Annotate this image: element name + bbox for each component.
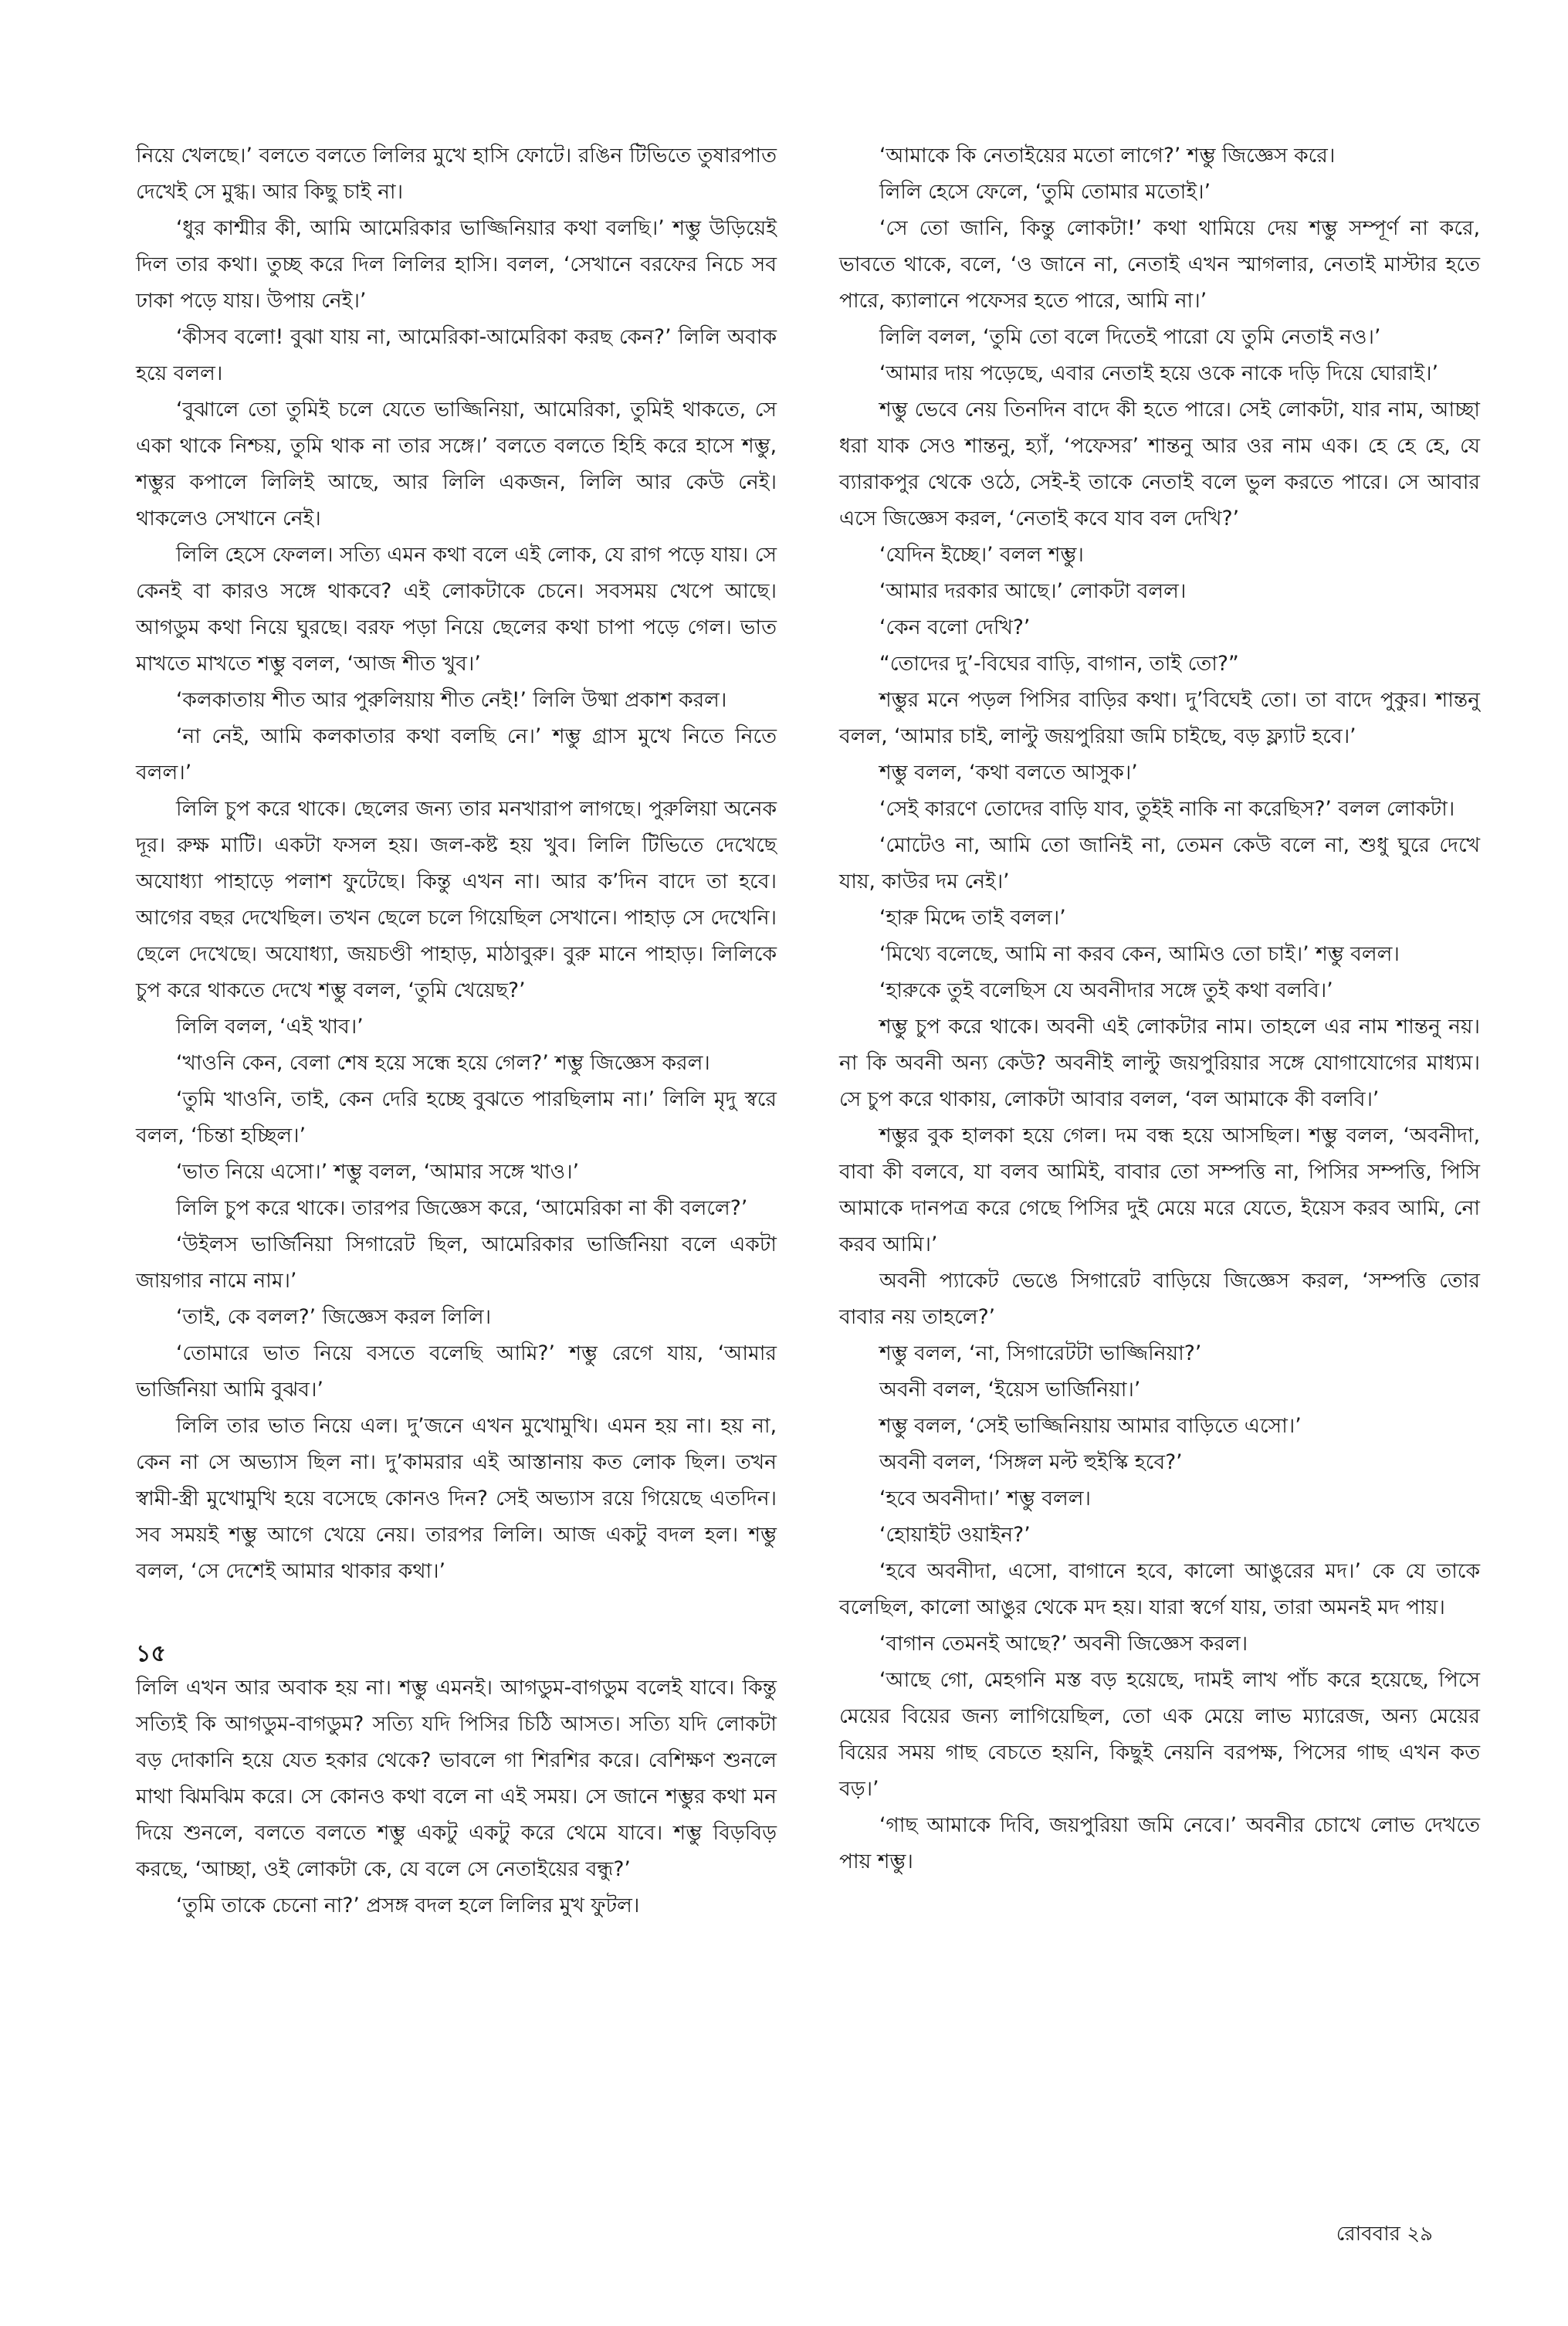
paragraph: লিলি বলল, ‘এই খাব।’ <box>176 1015 364 1039</box>
paragraph: ‘সেই কারণে তোদের বাড়ি যাব, তুইই নাকি না করেছিস?’ বলল লোকটা। <box>879 797 1455 821</box>
paragraph: ‘মোটেও না, আমি তো জানিই না, তেমন কেউ বলে না, শুধু ঘুরে দেখে যায়, কাউর দম নেই।’ <box>839 833 1480 893</box>
paragraph: ‘গাছ আমাকে দিবি, জয়পুরিয়া জমি নেবে।’ অবনীর চোখে লোভ দেখতে পায় শম্ভু। <box>839 1813 1480 1873</box>
paragraph: ‘তুমি তাকে চেনো না?’ প্রসঙ্গ বদল হলে লিলির মুখ ফুটল। <box>176 1894 640 1917</box>
paragraph: ‘ধুর কাশ্মীর কী, আমি আমেরিকার ভাজ্জিনিয়ার কথা বলছি।’ শম্ভু উড়িয়েই দিল তার কথা। তুচ্ছ করে দিল লিলির হাসি। বলল, ‘সেখানে বরফের নিচে সব ঢাকা পড়ে যায়। উপায় নেই।’ <box>136 216 777 313</box>
paragraph: ‘সে তো জানি, কিন্তু লোকটা!’ কথা থামিয়ে দেয় শম্ভু সম্পূর্ণ না করে, ভাবতে থাকে, বলে, ‘ও জানে না, নেতাই এখন স্মাগলার, নেতাই মাস্টার হতে পারে, ক্যালানে পফেসর হতে পারে, আমি না।’ <box>839 216 1480 313</box>
left-column-top-text <box>136 137 777 1589</box>
paragraph: শম্ভুর মনে পড়ল পিসির বাড়ির কথা। দু’বিঘেই তো। তা বাদে পুকুর। শান্তনু বলল, ‘আমার চাই, লাল্টু জয়পুরিয়া জমি চাইছে, বড় ফ্ল্যাট হবে।’ <box>839 688 1480 748</box>
paragraph: ‘কলকাতায় শীত আর পুরুলিয়ায় শীত নেই!’ লিলি উষ্মা প্রকাশ করল। <box>176 688 727 712</box>
paragraph: ‘আমার দরকার আছে।’ লোকটা বলল। <box>879 579 1187 603</box>
paragraph: ‘তোমারে ভাত নিয়ে বসতে বলেছি আমি?’ শম্ভু রেগে যায়, ‘আমার ভার্জিনিয়া আমি বুঝব।’ <box>136 1341 777 1402</box>
paragraph: ‘যেদিন ইচ্ছে।’ বলল শম্ভু। <box>879 543 1084 567</box>
left-column <box>136 137 777 1924</box>
paragraph: ‘কেন বলো দেখি?’ <box>879 615 1031 639</box>
paragraph: শম্ভু চুপ করে থাকে। অবনী এই লোকটার নাম। তাহলে এর নাম শান্তনু নয়। না কি অবনী অন্য কেউ? অবনীই লাল্টু জয়পুরিয়ার সঙ্গে যোগাযোগের মাধ্যম। সে চুপ করে থাকায়, লোকটা আবার বলল, ‘বল আমাকে কী বলবি।’ <box>839 1015 1480 1111</box>
paragraph: ‘আছে গো, মেহগনি মস্ত বড় হয়েছে, দামই লাখ পাঁচ করে হয়েছে, পিসে মেয়ের বিয়ের জন্য লাগিয়েছিল, তো এক মেয়ে লাভ ম্যারেজ, অন্য মেয়ের বিয়ের সময় গাছ বেচতে হয়নি, কিছুই নেয়নি বরপক্ষ, পিসের গাছ এখন কত বড়।’ <box>839 1668 1480 1801</box>
paragraph: ‘না নেই, আমি কলকাতার কথা বলছি নে।’ শম্ভু গ্রাস মুখে নিতে নিতে বলল।’ <box>136 724 777 785</box>
section-number: ১৫ <box>136 1640 166 1667</box>
paragraph: অবনী প্যাকেট ভেঙে সিগারেট বাড়িয়ে জিজ্ঞেস করল, ‘সম্পত্তি তোর বাবার নয় তাহলে?’ <box>839 1269 1480 1329</box>
paragraph: লিলি বলল, ‘তুমি তো বলে দিতেই পারো যে তুমি নেতাই নও।’ <box>879 325 1381 349</box>
paragraph: নিয়ে খেলছে।’ বলতে বলতে লিলির মুখে হাসি ফোটে। রঙিন টিভিতে তুষারপাত দেখেই সে মুগ্ধ। আর কিছু চাই না। <box>136 144 777 204</box>
paragraph: ‘বাগান তেমনই আছে?’ অবনী জিজ্ঞেস করল। <box>879 1632 1248 1656</box>
paragraph: লিলি হেসে ফেলল। সত্যি এমন কথা বলে এই লোক, যে রাগ পড়ে যায়। সে কেনই বা কারও সঙ্গে থাকবে? এই লোকটাকে চেনে। সবসময় খেপে আছে। আগডুম কথা নিয়ে ঘুরছে। বরফ পড়া নিয়ে ছেলের কথা চাপা পড়ে গেল। ভাত মাখতে মাখতে শম্ভু বলল, ‘আজ শীত খুব।’ <box>136 543 777 676</box>
paragraph: ‘হারুকে তুই বলেছিস যে অবনীদার সঙ্গে তুই কথা বলবি।’ <box>879 978 1333 1002</box>
paragraph: “তোদের দু’-বিঘের বাড়ি, বাগান, তাই তো?” <box>879 652 1239 676</box>
paragraph: ‘তুমি খাওনি, তাই, কেন দেরি হচ্ছে বুঝতে পারছিলাম না।’ লিলি মৃদু স্বরে বলল, ‘চিন্তা হচ্ছিল।’ <box>136 1087 777 1148</box>
right-column <box>839 137 1480 1880</box>
paragraph: ‘বুঝালে তো তুমিই চলে যেতে ভাজ্জিনিয়া, আমেরিকা, তুমিই থাকতে, সে একা থাকে নিশ্চয়, তুমি থাক না তার সঙ্গে।’ বলতে বলতে হিহি করে হাসে শম্ভু, শম্ভুর কপালে লিলিই আছে, আর লিলি একজন, লিলি আর কেউ নেই। থাকলেও সেখানে নেই। <box>136 398 777 531</box>
paragraph: শম্ভু ভেবে নেয় তিনদিন বাদে কী হতে পারে। সেই লোকটা, যার নাম, আচ্ছা ধরা যাক সেও শান্তনু, হ্যাঁ, ‘পফেসর’ শান্তনু আর ওর নাম এক। হে হে হে, যে ব্যারাকপুর থেকে ওঠে, সেই-ই তাকে নেতাই বলে ভুল করতে পারে। সে আবার এসে জিজ্ঞেস করল, ‘নেতাই কবে যাব বল দেখি?’ <box>839 398 1480 531</box>
paragraph: ‘হবে অবনীদা, এসো, বাগানে হবে, কালো আঙুরের মদ।’ কে যে তাকে বলেছিল, কালো আঙুর থেকে মদ হয়। যারা স্বর্গে যায়, তারা অমনই মদ পায়। <box>839 1559 1480 1619</box>
paragraph: ‘আমার দায় পড়েছে, এবার নেতাই হয়ে ওকে নাকে দড়ি দিয়ে ঘোরাই।’ <box>879 361 1439 385</box>
paragraph: লিলি চুপ করে থাকে। ছেলের জন্য তার মনখারাপ লাগছে। পুরুলিয়া অনেক দূর। রুক্ষ মাটি। একটা ফসল হয়। জল-কষ্ট হয় খুব। লিলি টিভিতে দেখেছে অযোধ্যা পাহাড়ে পলাশ ফুটেছে। কিন্তু এখন না। আর ক’দিন বাদে তা হবে। আগের বছর দেখেছিল। তখন ছেলে চলে গিয়েছিল সেখানে। পাহাড় সে দেখেনি। ছেলে দেখেছে। অযোধ্যা, জয়চণ্ডী পাহাড়, মাঠাবুরু। বুরু মানে পাহাড়। লিলিকে চুপ করে থাকতে দেখে শম্ভু বলল, ‘তুমি খেয়েছ?’ <box>136 797 777 1002</box>
paragraph: ‘হারু মিদ্দে তাই বলল।’ <box>879 906 1066 930</box>
paragraph: ‘হবে অবনীদা।’ শম্ভু বলল। <box>879 1487 1091 1511</box>
paragraph: অবনী বলল, ‘সিঙ্গল মল্ট হুইস্কি হবে?’ <box>879 1450 1183 1474</box>
section-first-paragraph: লিলি এখন আর অবাক হয় না। শম্ভু এমনই। আগডুম-বাগডুম বলেই যাবে। কিন্তু সত্যিই কি আগডুম-বাগডুম? সত্যি যদি পিসির চিঠি আসত। সত্যি যদি লোকটা বড় দোকানি হয়ে যেত হকার থেকে? ভাবলে গা শিরশির করে। বেশিক্ষণ শুনলে মাথা ঝিমঝিম করে। সে কোনও কথা বলে না এই সময়। সে জানে শম্ভুর কথা মন দিয়ে শুনলে, বলতে বলতে শম্ভু একটু একটু করে থেমে যাবে। শম্ভু বিড়বিড় করছে, ‘আচ্ছা, ওই লোকটা কে, যে বলে সে নেতাইয়ের বন্ধু?’ <box>136 1676 777 1881</box>
section-gap <box>136 1589 777 1639</box>
page-folio: রোববার ২৯ <box>1336 2223 1433 2246</box>
right-column-text <box>839 137 1480 1880</box>
paragraph: শম্ভুর বুক হালকা হয়ে গেল। দম বন্ধ হয়ে আসছিল। শম্ভু বলল, ‘অবনীদা, বাবা কী বলবে, যা বলব আমিই, বাবার তো সম্পত্তি না, পিসির সম্পত্তি, পিসি আমাকে দানপত্র করে গেছে পিসির দুই মেয়ে মরে যেতে, ইয়েস করব আমি, নো করব আমি।’ <box>839 1124 1480 1256</box>
paragraph: শম্ভু বলল, ‘সেই ভাজ্জিনিয়ায় আমার বাড়িতে এসো।’ <box>879 1414 1302 1438</box>
paragraph: শম্ভু বলল, ‘কথা বলতে আসুক।’ <box>879 761 1138 785</box>
paragraph: লিলি চুপ করে থাকে। তারপর জিজ্ঞেস করে, ‘আমেরিকা না কী বললে?’ <box>176 1196 748 1220</box>
paragraph: ‘ভাত নিয়ে এসো।’ শম্ভু বলল, ‘আমার সঙ্গে খাও।’ <box>176 1160 580 1184</box>
paragraph: ‘আমাকে কি নেতাইয়ের মতো লাগে?’ শম্ভু জিজ্ঞেস করে। <box>879 144 1336 168</box>
paragraph: ‘কীসব বলো! বুঝা যায় না, আমেরিকা-আমেরিকা করছ কেন?’ লিলি অবাক হয়ে বলল। <box>136 325 777 385</box>
paragraph: ‘খাওনি কেন, বেলা শেষ হয়ে সন্ধে হয়ে গেল?’ শম্ভু জিজ্ঞেস করল। <box>176 1051 710 1075</box>
paragraph: শম্ভু বলল, ‘না, সিগারেটটা ভাজ্জিনিয়া?’ <box>879 1341 1202 1365</box>
paragraph: অবনী বলল, ‘ইয়েস ভার্জিনিয়া।’ <box>879 1378 1141 1402</box>
paragraph: লিলি তার ভাত নিয়ে এল। দু’জনে এখন মুখোমুখি। এমন হয় না। হয় না, কেন না সে অভ্যাস ছিল না। দু’কামরার এই আস্তানায় কত লোক ছিল। তখন স্বামী-স্ত্রী মুখোমুখি হয়ে বসেছে কোনও দিন? সেই অভ্যাস রয়ে গিয়েছে এতদিন। সব সময়ই শম্ভু আগে খেয়ে নেয়। তারপর লিলি। আজ একটু বদল হল। শম্ভু বলল, ‘সে দেশেই আমার থাকার কথা।’ <box>136 1414 777 1583</box>
paragraph: ‘তাই, কে বলল?’ জিজ্ঞেস করল লিলি। <box>176 1305 492 1329</box>
paragraph: লিলি হেসে ফেলে, ‘তুমি তোমার মতোই।’ <box>879 180 1211 204</box>
paragraph: ‘হোয়াইট ওয়াইন?’ <box>879 1523 1031 1547</box>
paragraph: ‘উইলস ভার্জিনিয়া সিগারেট ছিল, আমেরিকার ভার্জিনিয়া বলে একটা জায়গার নামে নাম।’ <box>136 1233 777 1293</box>
left-column-section-text <box>136 1887 777 1924</box>
paragraph: ‘মিথ্যে বলেছে, আমি না করব কেন, আমিও তো চাই।’ শম্ভু বলল। <box>879 942 1400 966</box>
